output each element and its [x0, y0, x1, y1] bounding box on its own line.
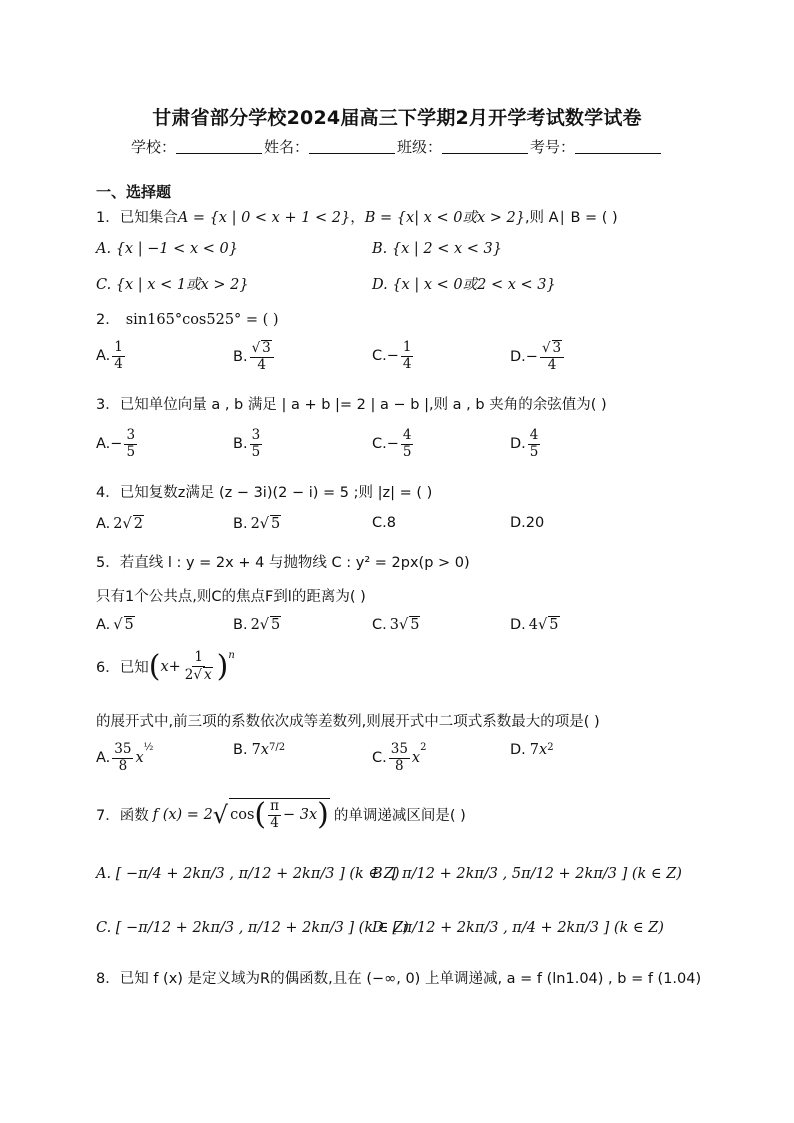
q5-d-label: D. — [510, 616, 526, 633]
q5-option-c[interactable] — [372, 616, 420, 633]
q7-prefix: 7．函数 — [96, 808, 149, 825]
id-label: 考号： — [530, 138, 576, 156]
q2-d-num — [540, 340, 564, 358]
q7-option-d[interactable]: D. [ π/12 + 2kπ/3 , π/4 + 2kπ/3 ] (k ∈ Z) — [372, 920, 664, 936]
q3-c-label: C. — [372, 436, 387, 453]
q5-c-coef: 3 — [389, 616, 399, 633]
q3-c-den: 5 — [402, 443, 412, 460]
q7-option-a[interactable]: A. [ −π/4 + 2kπ/3 , π/12 + 2kπ/3 ] (k ∈ Z) — [96, 866, 400, 882]
q5-option-b[interactable] — [233, 616, 281, 633]
q5-a-label: A. — [96, 616, 111, 633]
q6-plus: + — [168, 658, 181, 675]
q6-c-den: 8 — [395, 757, 404, 774]
q6-den — [183, 667, 215, 684]
sqrt-icon: √ — [398, 616, 409, 633]
q2-expression: sin165°cos525° = ( ) — [125, 312, 279, 328]
q2-c-fraction — [401, 340, 414, 372]
q4-option-b[interactable] — [233, 515, 281, 532]
q6-d-exp: 2 — [547, 742, 554, 753]
q2-c-label: C. — [372, 348, 387, 365]
q2-b-num — [250, 340, 274, 358]
q6-d-x: x — [539, 742, 548, 758]
q2-option-a[interactable] — [96, 340, 127, 372]
q2-d-fraction — [540, 340, 564, 373]
q6-b-exp: 7/2 — [268, 742, 286, 753]
q4-b-label: B. — [233, 515, 248, 532]
q1-sep: ， — [350, 210, 365, 226]
q6-den-x: x — [204, 666, 212, 683]
q2-a-num: 1 — [114, 339, 123, 355]
q6-option-a[interactable] — [96, 742, 153, 774]
q5-option-a[interactable] — [96, 616, 135, 633]
q3-b-fraction — [250, 428, 263, 460]
q6-fraction — [183, 650, 215, 683]
q6-a-label: A. — [96, 750, 111, 767]
q5-c-label: C. — [372, 616, 387, 633]
sqrt-icon: √ — [122, 515, 132, 532]
q2-c-den: 4 — [402, 355, 412, 372]
q6-a-fraction — [112, 742, 133, 774]
q7-option-b[interactable]: B. [ π/12 + 2kπ/3 , 5π/12 + 2kπ/3 ] (k ∈ Z) — [372, 866, 682, 882]
q6-c-x: x — [411, 750, 421, 767]
q1-option-a[interactable]: A. {x | −1 < x < 0} — [96, 241, 238, 257]
q1-option-d[interactable]: D. {x | x < 0或2 < x < 3} — [372, 277, 556, 293]
q7-suffix: 的单调递减区间是( ) — [333, 808, 466, 825]
q7-option-c[interactable]: C. [ −π/12 + 2kπ/3 , π/12 + 2kπ/3 ] (k ∈ Z) — [96, 920, 409, 936]
q1-suffix: ,则 A∣ B = ( ) — [524, 210, 618, 226]
question-4-stem: 4．已知复数z满足 (z − 3i)(2 − i) = 5 ;则 |z| = ( ) — [96, 485, 433, 501]
paren-open-icon: ( — [254, 797, 267, 833]
q6-c-label: C. — [372, 750, 387, 767]
q6-c-exp: 2 — [420, 742, 427, 753]
sqrt-icon: √ — [212, 800, 229, 829]
q2-option-c[interactable] — [372, 340, 415, 372]
q2-d-radicand: 3 — [552, 340, 562, 356]
q6-d-coef: 7 — [529, 742, 540, 758]
q3-b-den: 5 — [251, 443, 261, 460]
q3-option-d[interactable] — [510, 428, 542, 460]
q4-option-a[interactable] — [96, 515, 144, 532]
sqrt-icon: √ — [251, 340, 261, 356]
section-heading: 一、选择题 — [96, 183, 172, 201]
q3-d-label: D. — [510, 436, 526, 453]
q7-radicand — [229, 798, 330, 831]
q6-prefix: 6．已知 — [96, 660, 149, 677]
q4-option-c[interactable]: C.8 — [372, 515, 396, 531]
q4-a-label: A. — [96, 515, 111, 532]
q6-c-fraction — [389, 742, 410, 774]
q6-b-label: B. — [233, 742, 248, 758]
q7-func: f (x) = 2 — [152, 806, 213, 823]
school-label: 学校： — [130, 138, 176, 156]
id-blank[interactable] — [575, 138, 661, 154]
q2-b-den: 4 — [257, 356, 266, 373]
q6-x: x — [160, 658, 169, 675]
paren-close-icon: ) — [317, 797, 329, 833]
q6-a-den: 8 — [118, 757, 128, 774]
q3-option-c[interactable] — [372, 428, 415, 460]
paren-open-icon: ( — [148, 648, 161, 684]
question-7-stem — [96, 798, 466, 831]
q3-b-label: B. — [233, 436, 248, 453]
sqrt-icon: √ — [259, 616, 270, 633]
q6-num: 1 — [194, 649, 203, 665]
q3-d-fraction — [528, 428, 541, 460]
q5-b-radicand: 5 — [271, 617, 281, 633]
q2-b-fraction — [250, 340, 274, 373]
q3-option-a[interactable] — [96, 428, 139, 460]
q7-minus3x: − 3x — [282, 807, 318, 824]
school-blank[interactable] — [176, 138, 262, 154]
q3-c-num: 4 — [402, 427, 412, 443]
q4-b-coef: 2 — [250, 515, 260, 532]
q7-pi: π — [270, 798, 279, 814]
q3-a-sign: − — [110, 436, 123, 453]
class-blank[interactable] — [442, 138, 528, 154]
q2-c-sign: − — [386, 348, 399, 365]
q2-b-radicand: 3 — [262, 340, 271, 356]
q3-c-fraction — [401, 428, 414, 460]
q1-option-b[interactable]: B. {x | 2 < x < 3} — [372, 241, 502, 257]
q3-d-num: 4 — [529, 427, 539, 443]
q2-d-label: D. — [510, 348, 526, 365]
q6-c-num: 35 — [390, 741, 408, 757]
question-1-stem — [96, 206, 618, 227]
q3-c-sign: − — [386, 436, 399, 453]
q2-a-fraction — [112, 340, 125, 372]
q2-c-num: 1 — [402, 339, 412, 355]
q4-a-coef: 2 — [113, 515, 123, 532]
q4-option-d[interactable]: D.20 — [510, 515, 545, 531]
q1-set-a: A = {x | 0 < x + 1 < 2} — [177, 210, 351, 226]
q2-option-b[interactable] — [233, 340, 276, 373]
q4-b-radicand: 5 — [271, 516, 281, 532]
q1-prefix: 1．已知集合 — [96, 210, 178, 226]
sqrt-icon: √ — [541, 340, 551, 356]
q2-option-d[interactable] — [510, 340, 566, 373]
name-blank[interactable] — [309, 138, 395, 154]
q1-set-b: B = {x| x < 0或x > 2} — [364, 210, 525, 226]
sqrt-icon: √ — [259, 515, 270, 532]
sqrt-icon: √ — [193, 666, 202, 683]
q2-d-sign: − — [525, 348, 538, 365]
q3-d-den: 5 — [529, 443, 539, 460]
sqrt-icon: √ — [538, 616, 548, 633]
question-5-stem-2: 只有1个公共点,则C的焦点F到l的距离为( ) — [96, 589, 366, 605]
q3-a-label: A. — [96, 436, 111, 453]
q6-a-x: x — [135, 750, 144, 767]
q6-b-coef: 7 — [251, 742, 261, 758]
q6-option-d[interactable] — [510, 742, 554, 758]
q2-number: 2． — [96, 312, 120, 328]
question-3-stem: 3．已知单位向量 a , b 满足 | a + b |= 2 | a − b |,则 a , b 夹角的余弦值为( ) — [96, 397, 607, 413]
page-title: 甘肃省部分学校2024届高三下学期2月开学考试数学试卷 — [152, 107, 642, 129]
question-6-stem — [96, 650, 235, 683]
name-label: 姓名： — [263, 138, 309, 156]
q6-exponent: n — [228, 650, 235, 661]
q5-a-radicand: 5 — [124, 617, 134, 633]
q5-d-coef: 4 — [528, 616, 539, 633]
q6-den-two: 2 — [184, 666, 194, 683]
q5-b-coef: 2 — [250, 616, 260, 633]
q7-cos: cos — [230, 807, 255, 824]
q3-a-fraction — [124, 428, 137, 460]
q2-a-label: A. — [96, 348, 111, 365]
q6-option-b[interactable] — [233, 742, 285, 758]
question-5-stem: 5．若直线 l : y = 2x + 4 与抛物线 C : y² = 2px(p > 0) — [96, 555, 470, 571]
q6-d-label: D. — [510, 742, 526, 758]
q3-a-num: 3 — [126, 427, 136, 443]
class-label: 班级： — [397, 138, 443, 156]
q3-option-b[interactable] — [233, 428, 264, 460]
q5-c-radicand: 5 — [410, 617, 420, 633]
q6-a-exp: ½ — [143, 742, 154, 753]
sqrt-icon: √ — [113, 616, 123, 633]
student-info-row — [0, 136, 794, 157]
q4-a-radicand: 2 — [133, 516, 143, 532]
q7-four: 4 — [270, 814, 279, 831]
q5-d-radicand: 5 — [549, 617, 559, 633]
question-2-stem — [96, 308, 279, 329]
q7-pi-fraction — [268, 799, 281, 831]
question-8-stem: 8．已知 f (x) 是定义域为R的偶函数,且在 (−∞, 0) 上单调递减, a = f (ln1.04) , b = f (1.04) — [96, 971, 702, 987]
q6-b-x: x — [260, 742, 269, 758]
question-6-stem-2: 的展开式中,前三项的系数依次成等差数列,则展开式中二项式系数最大的项是( ) — [96, 714, 600, 730]
q3-b-num: 3 — [251, 427, 261, 443]
q5-b-label: B. — [233, 616, 248, 633]
q3-a-den: 5 — [126, 443, 136, 460]
q5-option-d[interactable] — [510, 616, 560, 633]
q1-option-c[interactable]: C. {x | x < 1或x > 2} — [96, 277, 249, 293]
q6-option-c[interactable] — [372, 742, 426, 774]
q2-d-den: 4 — [547, 356, 557, 373]
q2-b-label: B. — [233, 348, 248, 365]
q2-a-den: 4 — [114, 355, 123, 372]
paren-close-icon: ) — [216, 648, 229, 684]
q6-a-num: 35 — [114, 741, 132, 757]
